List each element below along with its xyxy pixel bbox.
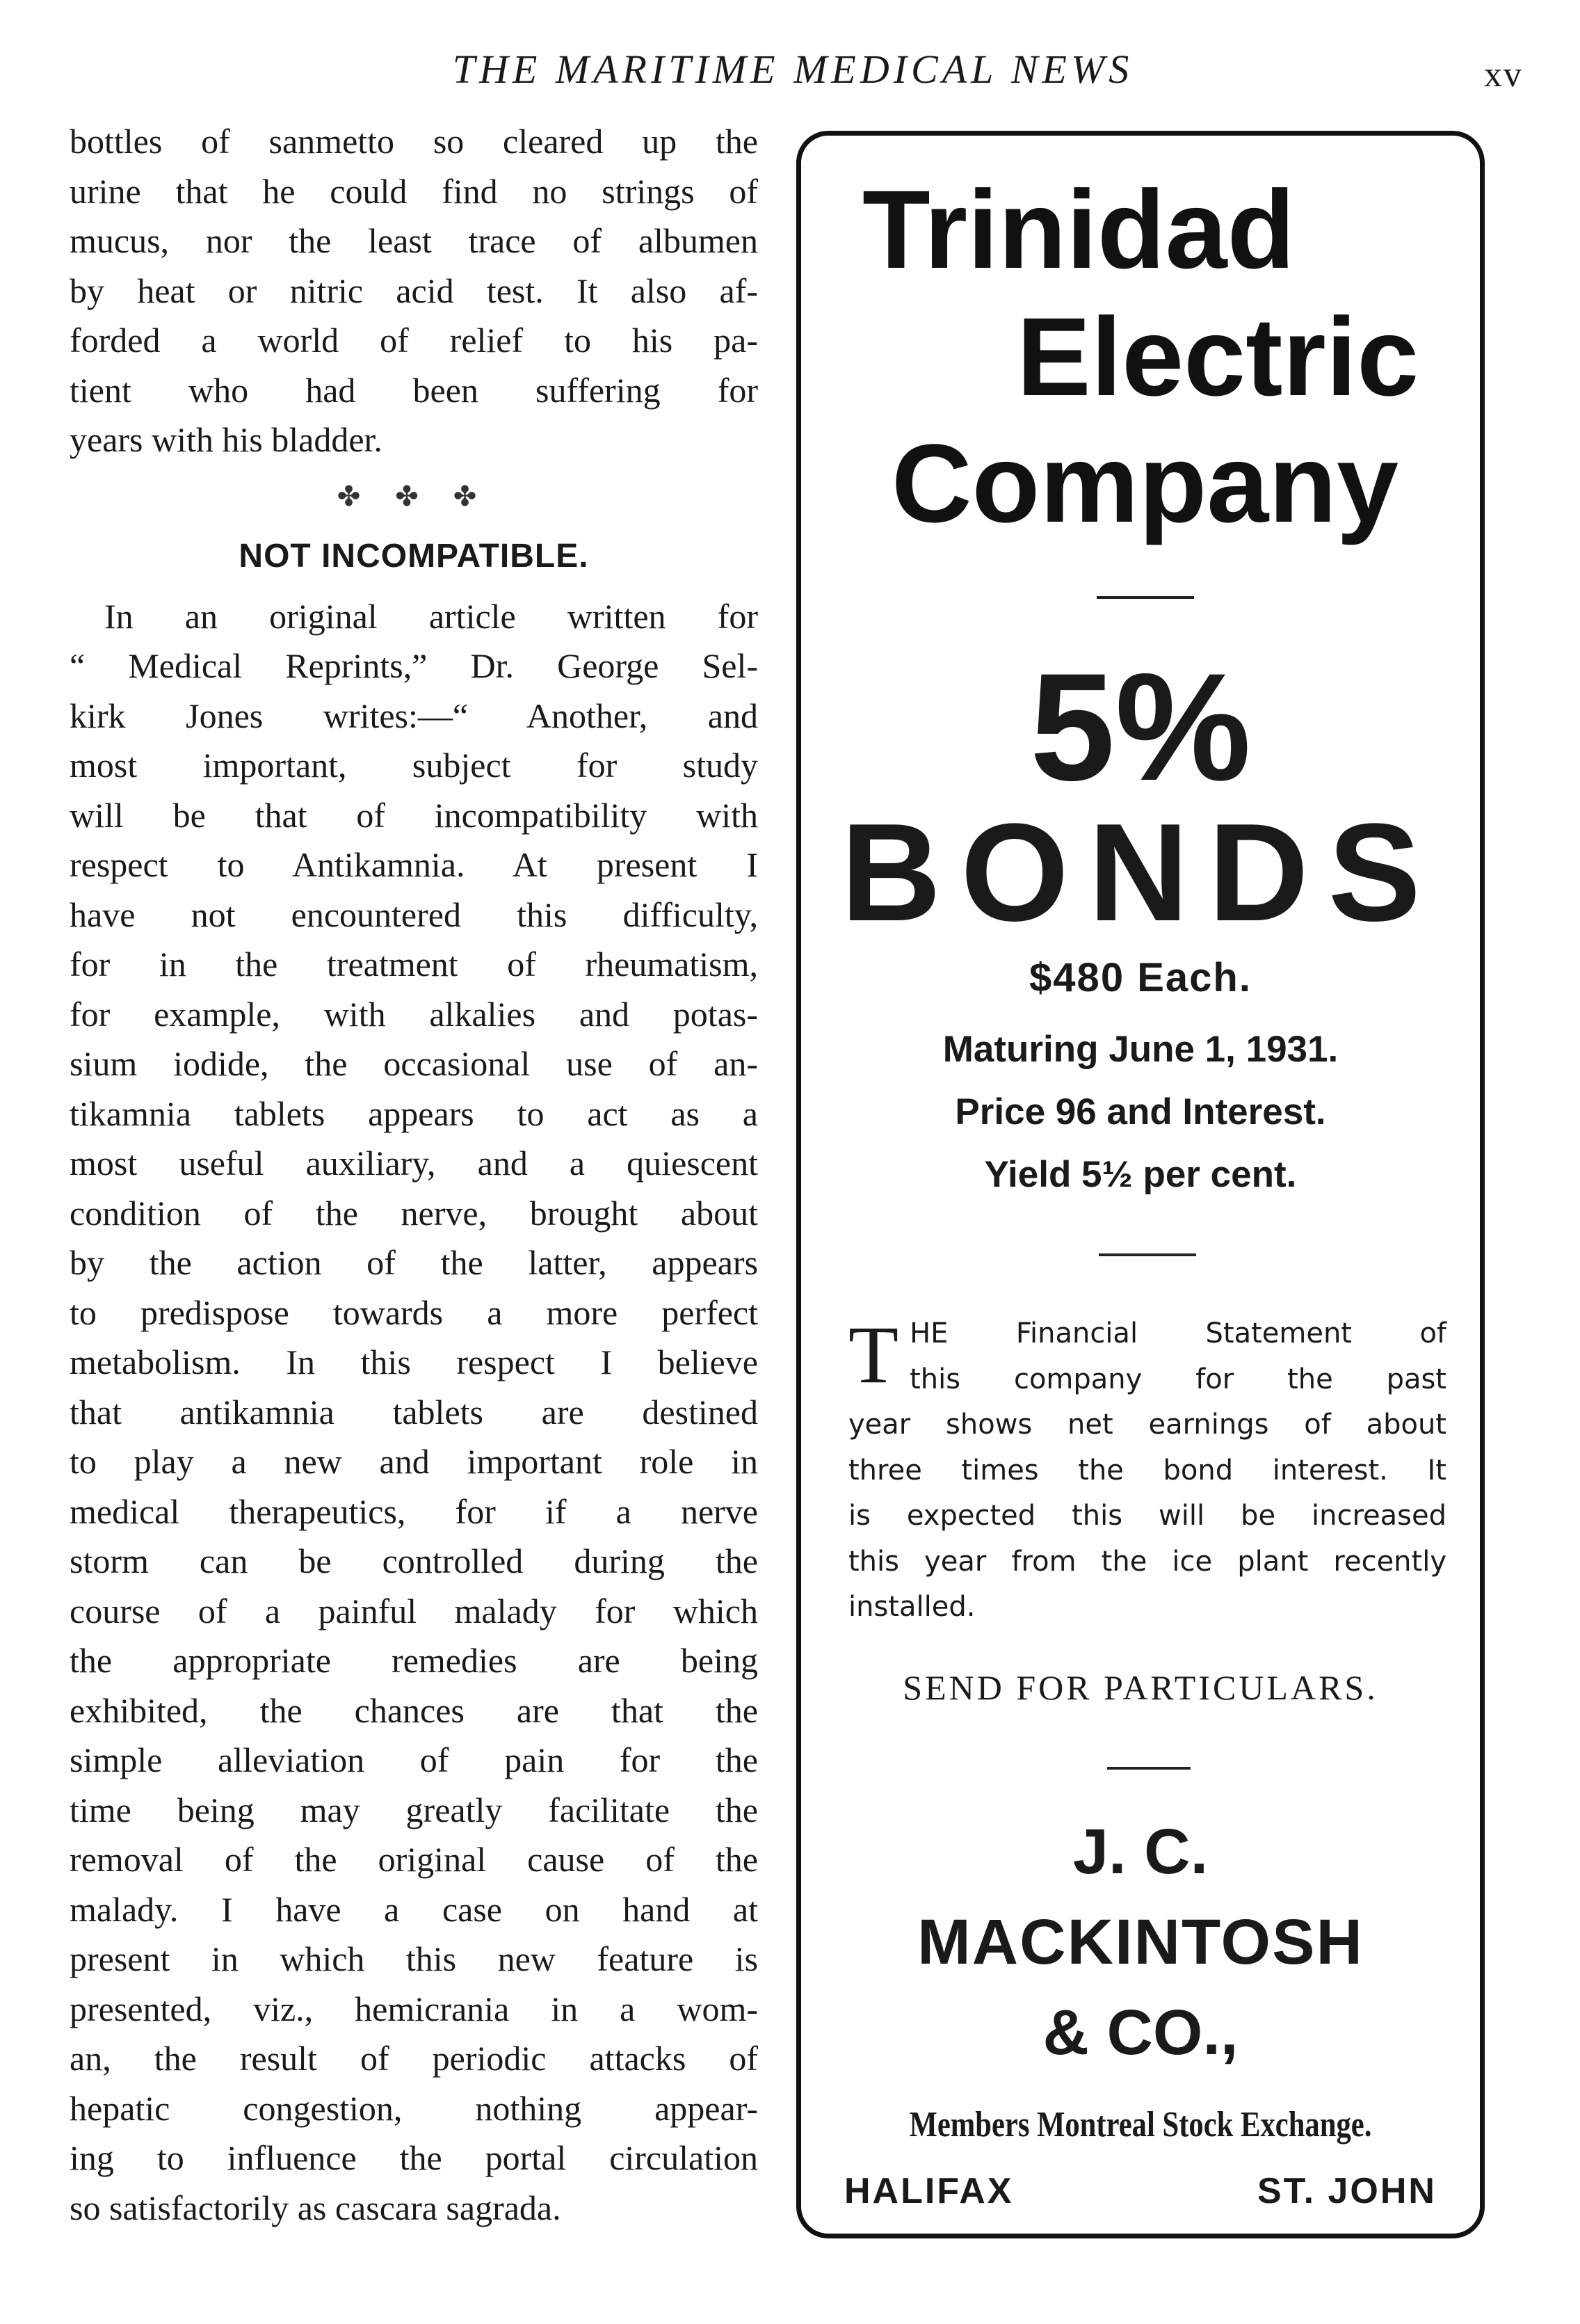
ad-city-st-john: ST. JOHN (1257, 2171, 1437, 2211)
article-line: In an original article written for (104, 596, 758, 636)
article-line: the appropriate remedies are being (70, 1641, 758, 1680)
ad-statement-line: HE Financial Statement of (910, 1317, 1446, 1349)
article-line: “ Medical Reprints,” Dr. George Sel- (70, 646, 758, 685)
article-line: course of a painful malady for which (70, 1591, 758, 1630)
article-line: tient who had been suffering for (70, 370, 758, 410)
ad-membership: Members Montreal Stock Exchange. (909, 2105, 1372, 2145)
ad-firm-name: MACKINTOSH (917, 1907, 1364, 1978)
article-line: metabolism. In this respect I believe (70, 1343, 758, 1381)
article-line: sium iodide, the occasional use of an- (70, 1044, 758, 1083)
drop-cap: T (848, 1309, 899, 1400)
ad-call-to-action: SEND FOR PARTICULARS. (903, 1668, 1378, 1707)
article-line: by heat or nitric acid test. It also af- (70, 271, 758, 310)
page-number: xv (1484, 55, 1523, 95)
article-line: for example, with alkalies and potas- (70, 994, 758, 1034)
article-line: medical therapeutics, for if a nerve (70, 1491, 758, 1531)
divider-rule (1097, 596, 1194, 599)
article-line: tikamnia tablets appears to act as a (70, 1093, 758, 1133)
ad-maturity: Maturing June 1, 1931. (942, 1029, 1339, 1070)
ornament-divider: ✤ ✤ ✤ (337, 480, 491, 512)
ad-interest-rate: 5% (1030, 641, 1251, 812)
article-line: condition of the nerve, brought about (70, 1193, 758, 1233)
article-line: to predispose towards a more perfect (70, 1292, 758, 1332)
article-column (70, 117, 758, 2233)
divider-rule (1099, 1253, 1196, 1256)
ad-statement (848, 1311, 1446, 1630)
ad-city-halifax: HALIFAX (844, 2171, 1014, 2211)
ad-statement-line: this year from the ice plant recently (848, 1545, 1446, 1578)
article-line: that antikamnia tablets are destined (70, 1392, 758, 1432)
article-line: removal of the original cause of the (70, 1840, 758, 1879)
running-head: THE MARITIME MEDICAL NEWS (452, 47, 1134, 92)
article-line: kirk Jones writes:—“ Another, and (70, 696, 758, 735)
article-line: malady. I have a case on hand at (70, 1889, 758, 1929)
ad-price: Price 96 and Interest. (955, 1091, 1326, 1132)
ad-statement-line: installed. (848, 1591, 976, 1623)
ad-company-line-1: Trinidad (862, 167, 1296, 291)
article-line: an, the result of periodic attacks of (70, 2039, 758, 2078)
article-line: forded a world of relief to his pa- (70, 321, 758, 360)
article-line: urine that he could find no strings of (70, 171, 758, 211)
article-line: mucus, nor the least trace of albumen (70, 221, 758, 260)
article-line: exhibited, the chances are that the (70, 1690, 758, 1730)
article-line: will be that of incompatibility with (70, 795, 758, 835)
article-line: hepatic congestion, nothing appear- (70, 2088, 758, 2128)
article-line: ing to influence the portal circulation (70, 2138, 758, 2177)
article-line: time being may greatly facilitate the (70, 1790, 758, 1829)
article-line: presented, viz., hemicrania in a wom- (70, 1989, 758, 2028)
ad-company-line-3: Company (892, 421, 1398, 545)
ad-company-line-2: Electric (1017, 294, 1419, 419)
article-line: so satisfactorily as cascara sagrada. (70, 2188, 561, 2227)
article-line: to play a new and important role in (70, 1442, 758, 1481)
divider-rule (1107, 1767, 1191, 1770)
article-line: for in the treatment of rheumatism, (70, 945, 758, 984)
article-line: present in which this new feature is (70, 1939, 758, 1978)
ad-firm-suffix: & CO., (1042, 1997, 1239, 2068)
article-line: most useful auxiliary, and a quiescent (70, 1144, 758, 1183)
ad-statement-line: this company for the past (910, 1363, 1446, 1395)
ad-firm-initials: J. C. (1072, 1816, 1209, 1887)
bond-advertisement (796, 131, 1485, 2238)
article-line: storm can be controlled during the (70, 1541, 758, 1580)
article-line: respect to Antikamnia. At present I (70, 845, 758, 884)
ad-statement-line: year shows net earnings of about (848, 1409, 1446, 1441)
article-line: years with his bladder. (70, 420, 382, 459)
ad-statement-line: three times the bond interest. It (848, 1454, 1446, 1486)
ad-price-each: $480 Each. (1029, 955, 1252, 1000)
section-heading: NOT INCOMPATIBLE. (239, 537, 589, 575)
ad-yield: Yield 5½ per cent. (984, 1154, 1297, 1195)
article-line: simple alleviation of pain for the (70, 1740, 758, 1779)
article-line: by the action of the latter, appears (70, 1243, 758, 1282)
ad-statement-line: is expected this will be increased (848, 1500, 1446, 1532)
article-line: bottles of sanmetto so cleared up the (70, 122, 758, 161)
article-line: have not encountered this difficulty, (70, 895, 758, 934)
article-line: most important, subject for study (70, 746, 758, 785)
ad-product: BONDS (840, 795, 1441, 950)
